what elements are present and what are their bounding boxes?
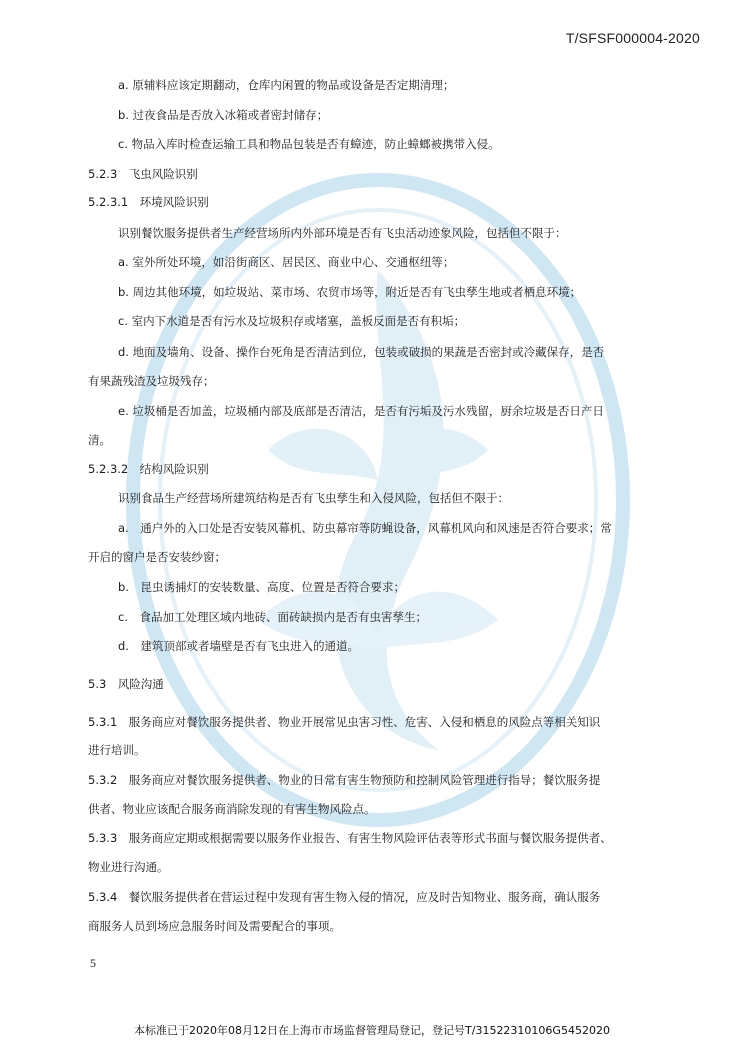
list-item-c: c. 室内下水道是否有污水及垃圾积存或堵塞，盖板反面是否有积垢； — [118, 314, 466, 328]
list-item-c: c. 物品入库时检查运输工具和物品包装是否有蟑迹，防止蟑螂被携带入侵。 — [118, 137, 500, 151]
clause-5-3-1-continued: 进行培训。 — [88, 743, 146, 757]
list-item-a: a. 室外所处环境，如沿街商区、居民区、商业中心、交通枢纽等； — [118, 255, 455, 269]
clause-5-3-2: 5.3.2 服务商应对餐饮服务提供者、物业的日常有害生物预防和控制风险管理进行指导；餐饮服务提 — [88, 773, 601, 787]
registration-footer: 本标准已于2020年08月12日在上海市市场监督管理局登记，登记号T/31522310106G5452020 — [134, 1024, 610, 1037]
list-item-a: a. 原辅料应该定期翻动，仓库内闲置的物品或设备是否定期清理； — [118, 78, 455, 92]
section-heading-5-2-3-1: 5.2.3.1 环境风险识别 — [88, 195, 209, 209]
clause-5-3-1: 5.3.1 服务商应对餐饮服务提供者、物业开展常见虫害习性、危害、入侵和栖息的风险点等相关知识 — [88, 715, 601, 729]
list-item-b: b. 周边其他环境，如垃圾站、菜市场、农贸市场等，附近是否有飞虫孳生地或者栖息环境； — [118, 285, 582, 299]
list-item-a: a. 通户外的入口处是否安装风幕机、防虫幕帘等防蝇设备，风幕机风向和风速是否符合要求；常 — [118, 521, 612, 535]
section-heading-5-2-3: 5.2.3 飞虫风险识别 — [88, 167, 198, 181]
paragraph-intro-structure: 识别食品生产经营场所建筑结构是否有飞虫孳生和入侵风险，包括但不限于： — [118, 491, 509, 505]
document-code: T/SFSF000004-2020 — [565, 30, 700, 46]
list-item-d-continued: 有果蔬残渣及垃圾残存； — [88, 374, 215, 388]
list-item-d: d. 建筑顶部或者墙壁是否有飞虫进入的通道。 — [118, 639, 359, 653]
page-number: 5 — [90, 956, 96, 970]
list-item-b: b. 昆虫诱捕灯的安装数量、高度、位置是否符合要求； — [118, 580, 405, 594]
list-item-d: d. 地面及墙角、设备、操作台死角是否清洁到位，包装或破损的果蔬是否密封或冷藏保存，是否 — [118, 345, 605, 359]
list-item-e-continued: 清。 — [88, 433, 111, 447]
list-item-a-continued: 开启的窗户是否安装纱窗； — [88, 550, 226, 564]
clause-5-3-4-continued: 商服务人员到场应急服务时间及需要配合的事项。 — [88, 919, 341, 933]
list-item-c: c. 食品加工处理区域内地砖、面砖缺损内是否有虫害孳生； — [118, 610, 427, 624]
paragraph-intro-environment: 识别餐饮服务提供者生产经营场所内外部环境是否有飞虫活动迹象风险，包括但不限于： — [118, 226, 567, 240]
section-heading-5-3: 5.3 风险沟通 — [88, 677, 164, 691]
clause-5-3-2-continued: 供者、物业应该配合服务商消除发现的有害生物风险点。 — [88, 802, 376, 816]
clause-5-3-3: 5.3.3 服务商应定期或根据需要以服务作业报告、有害生物风险评估表等形式书面与餐饮服务提供者、 — [88, 831, 612, 845]
clause-5-3-4: 5.3.4 餐饮服务提供者在营运过程中发现有害生物入侵的情况，应及时告知物业、服务商，确认服务 — [88, 890, 601, 904]
clause-5-3-3-continued: 物业进行沟通。 — [88, 860, 169, 874]
list-item-b: b. 过夜食品是否放入冰箱或者密封储存； — [118, 108, 329, 122]
section-heading-5-2-3-2: 5.2.3.2 结构风险识别 — [88, 462, 209, 476]
list-item-e: e. 垃圾桶是否加盖，垃圾桶内部及底部是否清洁，是否有污垢及污水残留，厨余垃圾是否日产日 — [118, 404, 604, 418]
